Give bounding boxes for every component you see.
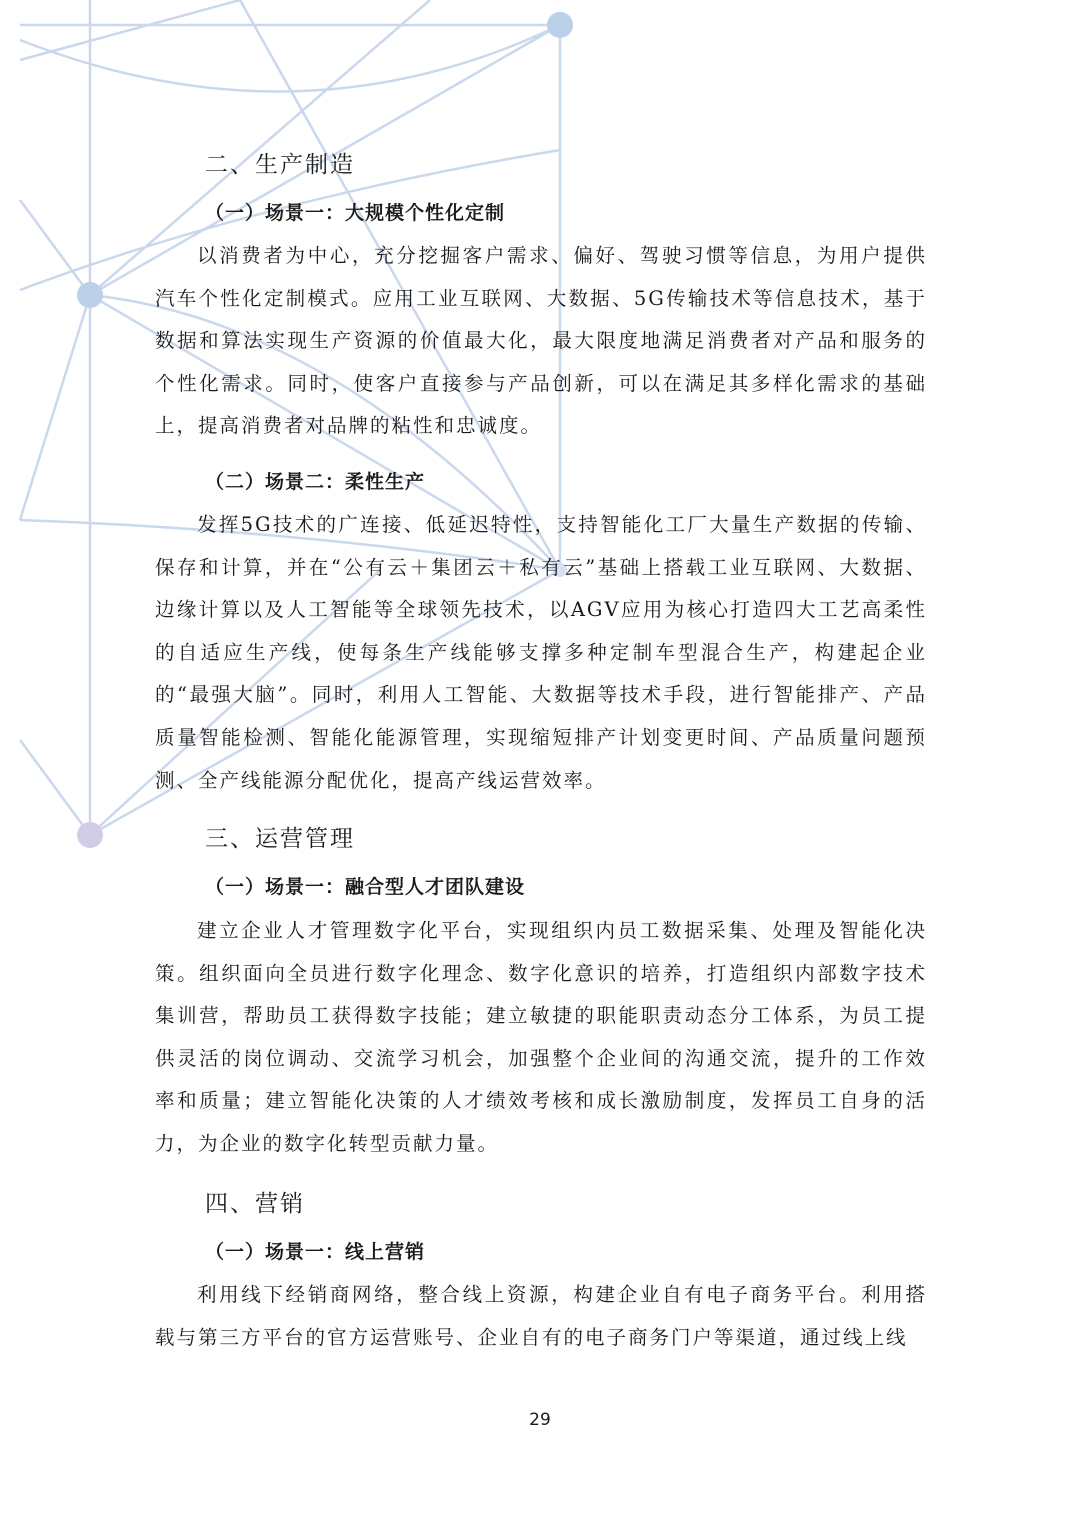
- subsection-heading: （一）场景一：线上营销: [205, 1241, 426, 1263]
- body-paragraph: 建立企业人才管理数字化平台，实现组织内员工数据采集、处理及智能化决策。组织面向全员进行数字化理念、数字化意识的培养，打造组织内部数字技术集训营，帮助员工获得数字技能；建立敏捷的职能职责动态分工体系，为员工提供灵活的岗位调动、交流学习机会，加强整个企业间的沟通交流，提升的工作效率和质量；建立智能化决策的人才绩效考核和成长激励制度，发挥员工自身的活力，为企业的数字化转型贡献力量。: [155, 919, 927, 1155]
- page-number: 29: [529, 1410, 551, 1430]
- subsection-heading: （一）场景一：大规模个性化定制: [205, 202, 506, 224]
- body-paragraph: 发挥5G技术的广连接、低延迟特性，支持智能化工厂大量生产数据的传输、保存和计算，并在“公有云＋集团云＋私有云”基础上搭载工业互联网、大数据、边缘计算以及人工智能等全球领先技术，以AGV应用为核心打造四大工艺高柔性的自适应生产线，使每条生产线能够支撑多种定制车型混合生产，构建起企业的“最强大脑”。同时，利用人工智能、大数据等技术手段，进行智能排产、产品质量智能检测、智能化能源管理，实现缩短排产计划变更时间、产品质量问题预测、全产线能源分配优化，提高产线运营效率。: [155, 513, 927, 792]
- section-heading: 二、生产制造: [205, 152, 355, 178]
- section-heading: 三、运营管理: [205, 826, 355, 852]
- section-heading: 四、营销: [205, 1191, 305, 1217]
- body-paragraph: 利用线下经销商网络，整合线上资源，构建企业自有电子商务平台。利用搭载与第三方平台的官方运营账号、企业自有的电子商务门户等渠道，通过线上线: [155, 1283, 927, 1349]
- body-paragraph: 以消费者为中心，充分挖掘客户需求、偏好、驾驶习惯等信息，为用户提供汽车个性化定制模式。应用工业互联网、大数据、5G传输技术等信息技术，基于数据和算法实现生产资源的价值最大化，最大限度地满足消费者对产品和服务的个性化需求。同时，使客户直接参与产品创新，可以在满足其多样化需求的基础上，提高消费者对品牌的粘性和忠诚度。: [155, 244, 927, 438]
- subsection-heading: （一）场景一：融合型人才团队建设: [205, 876, 526, 898]
- subsection-heading: （二）场景二：柔性生产: [205, 471, 426, 493]
